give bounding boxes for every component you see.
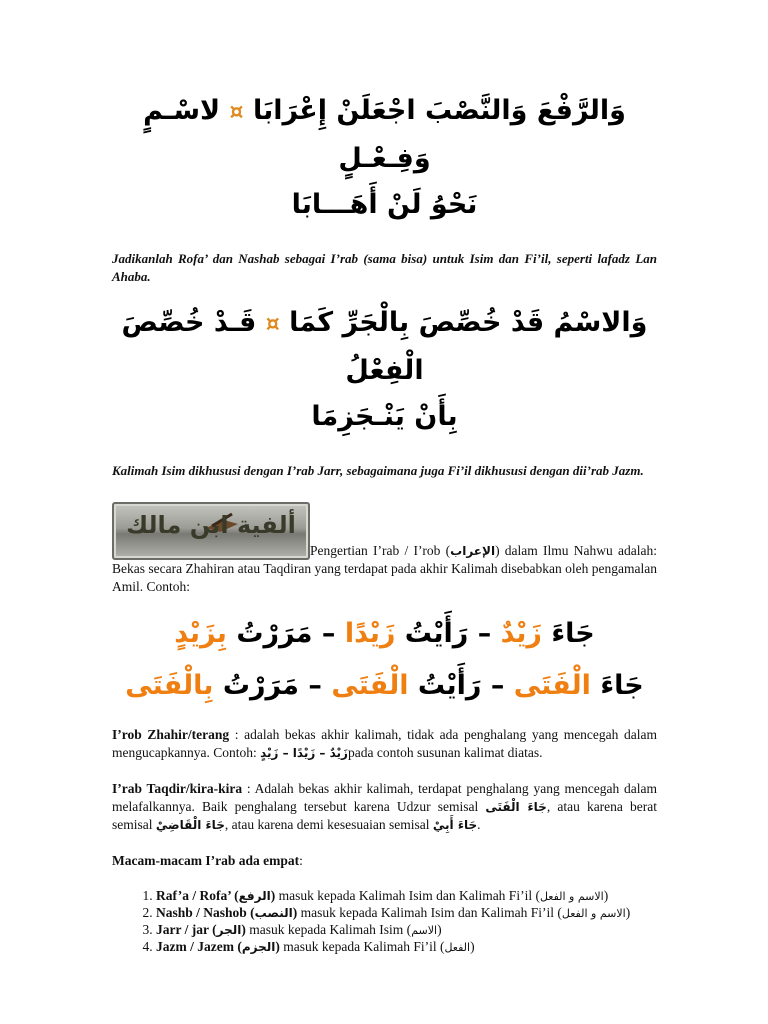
type-arabic-2: الاسم و الفعل (561, 907, 626, 920)
example-word: رَأَيْتُ (417, 670, 482, 701)
verse-separator: ¤ (265, 312, 280, 337)
type-close: ) (241, 922, 246, 937)
zhahir-term: I’rob Zhahir/terang (112, 727, 230, 742)
verse-1 (112, 88, 657, 182)
definition-arabic: الإعراب (450, 544, 496, 558)
type-desc: masuk kepada Kalimah Isim ( (245, 922, 412, 937)
type-desc: masuk kepada Kalimah Isim dan Kalimah Fi’il ( (275, 888, 540, 903)
example-dash: – (312, 618, 345, 649)
types-heading (112, 852, 657, 870)
example-dash: – (481, 670, 514, 701)
type-close: ) (275, 939, 280, 954)
example-highlight: زَيْدًا (344, 618, 396, 649)
definition-paragraph (112, 502, 657, 596)
type-desc: masuk kepada Kalimah Isim dan Kalimah Fi’il ( (297, 905, 562, 920)
type-arabic: الجزم (241, 940, 276, 954)
type-term: Raf’a / Rofa’ ( (156, 888, 239, 903)
type-end: ) (625, 905, 631, 920)
example-dash: – (299, 670, 332, 701)
alfiyah-logo (112, 502, 310, 560)
example-highlight: الْفَتَى (513, 670, 591, 701)
taqdir-arabic-1: جَاءَ الْفَتَى (485, 800, 547, 814)
verse-2-left: قَـدْ خُصِّصَ الْفِعْلُ (121, 307, 424, 386)
verse-separator: ¤ (229, 100, 244, 125)
example-word: مَرَرْتُ (222, 670, 300, 701)
type-arabic: الجر (216, 923, 242, 937)
taqdir-text-2: , atau karena berat semisal (112, 799, 658, 832)
taqdir-text-1: : Adalah bekas akhir kalimah, terdapat penghalang yang mencegah dalam melafalkannya. Baik penghalang tersebut karena Udzur semisal (112, 781, 657, 814)
verse-2-right: وَالاسْمُ قَدْ خُصِّصَ بِالْجَرِّ كَمَا (289, 307, 648, 338)
example-dash: – (468, 618, 501, 649)
type-end: ) (470, 939, 475, 954)
taqdir-text-3: , atau karena demi kesesuaian semisal (224, 817, 433, 832)
document-page (112, 80, 657, 956)
verse-2 (112, 300, 657, 394)
type-arabic-2: الاسم (411, 924, 438, 937)
taqdir-arabic-2: جَاءَ الْقَاضِيْ (155, 818, 225, 832)
taqdir-paragraph (112, 780, 657, 834)
types-heading-text: Macam-macam I’rab ada empat (112, 853, 300, 868)
translation-1: Jadikanlah Rofa’ dan Nashab sebagai I’rab (sama bisa) untuk Isim dan Fi’il, seperti lafadz Lan Ahaba. (112, 251, 657, 284)
example-row-2 (112, 660, 657, 712)
list-item (156, 905, 657, 922)
definition-before: Pengertian I’rab / I’rob ( (310, 543, 451, 558)
logo-text: ألفية ابن مالك (126, 511, 296, 539)
taqdir-term: I’rab Taqdir/kira-kira (112, 781, 243, 796)
list-item (156, 888, 657, 905)
example-word: مَرَرْتُ (236, 618, 313, 649)
definition-after: ) dalam Ilmu Nahwu adalah: Bekas secara Zhahiran atau Taqdiran yang terdapat pada akhir Kalimah disebabkan oleh pengamalan Amil. Contoh: (112, 543, 657, 594)
example-highlight: الْفَتَى (331, 670, 409, 701)
type-term: Nashb / Nashob ( (156, 905, 255, 920)
example-word: جَاءَ (600, 670, 644, 701)
example-word: رَأَيْتُ (404, 618, 469, 649)
types-heading-colon: : (299, 853, 303, 868)
type-arabic-2: الاسم و الفعل (539, 890, 604, 903)
type-desc: masuk kepada Kalimah Fi’il ( (279, 939, 445, 954)
example-row-1 (112, 608, 657, 660)
type-close: ) (292, 905, 298, 920)
type-close: ) (270, 888, 276, 903)
type-end: ) (603, 888, 609, 903)
type-end: ) (437, 922, 442, 937)
zhahir-text: : adalah bekas akhir kalimah, tidak ada penghalang yang mencegah dalam mengucapkannya. Contoh: (112, 727, 657, 760)
irab-types-list (112, 888, 657, 956)
zhahir-paragraph (112, 726, 657, 762)
zhahir-arabic: زَيْدٌ – زَيْدًا – زَيْدٍ (260, 746, 348, 760)
example-word: جَاءَ (551, 618, 595, 649)
verse-1-line-2: نَحْوُ لَنْ أَهَـــابَا (291, 189, 478, 220)
example-highlight: بِالْفَتَى (125, 670, 214, 701)
type-arabic-2: الفعل (444, 941, 471, 954)
translation-2: Kalimah Isim dikhususi dengan I’rab Jarr, sebagaimana juga Fi’il dikhususi dengan dii’rab Jazm. (112, 463, 644, 478)
type-arabic: الرفع (238, 889, 271, 903)
verse-1-left: لاسْـمٍ وَفِـعْـلٍ (143, 95, 431, 174)
taqdir-text-4: . (477, 817, 481, 832)
type-term: Jazm / Jazem ( (156, 939, 242, 954)
list-item (156, 922, 657, 939)
taqdir-arabic-3: جَاءَ أَبِيْ (432, 818, 478, 832)
verse-2-line-2: بِأَنْ يَنْـجَزِمَا (311, 401, 458, 432)
list-item (156, 939, 657, 956)
zhahir-after: pada contoh susunan kalimat diatas. (347, 745, 543, 760)
example-highlight: بِزَيْدٍ (174, 618, 227, 649)
verse-1-right: وَالرَّفْعَ وَالنَّصْبَ اجْعَلَنْ إِعْرَابَا (252, 95, 626, 126)
type-term: Jarr / jar ( (156, 922, 217, 937)
example-highlight: زَيْدٌ (500, 618, 542, 649)
type-arabic: النصب (254, 906, 293, 920)
